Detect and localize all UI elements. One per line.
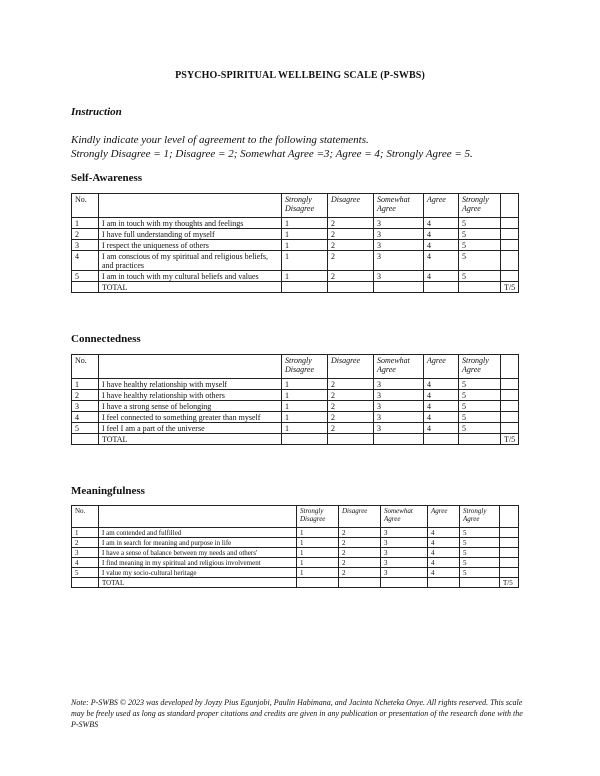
rating-option[interactable]: 1 <box>297 528 339 538</box>
rating-option[interactable]: 3 <box>374 379 424 390</box>
rating-option[interactable]: 4 <box>428 548 460 558</box>
table-row: 2 I am in search for meaning and purpose in life 1 2 3 4 5 <box>72 538 519 548</box>
rating-option[interactable]: 3 <box>374 240 424 251</box>
scale-legend: Strongly Disagree = 1; Disagree = 2; Somewhat Agree =3; Agree = 4; Strongly Agree = 5. <box>71 148 473 160</box>
table-row: 4 I feel connected to something greater than myself 1 2 3 4 5 <box>72 412 519 423</box>
rating-option[interactable]: 5 <box>459 423 501 434</box>
table-row: 5 I value my socio-cultural heritage 1 2 3 4 5 <box>72 568 519 578</box>
statement: I am in touch with my cultural beliefs and values <box>99 271 282 282</box>
header-no: No. <box>72 355 99 379</box>
statement: I feel connected to something greater than myself <box>99 412 282 423</box>
header-strongly-agree: Strongly Agree <box>460 506 500 528</box>
table-row: 1 I have healthy relationship with myself 1 2 3 4 5 <box>72 379 519 390</box>
table-row: 5 I am in touch with my cultural beliefs and values 1 2 3 4 5 <box>72 271 519 282</box>
rating-option[interactable]: 5 <box>459 240 501 251</box>
rating-option[interactable]: 3 <box>381 538 428 548</box>
rating-option[interactable]: 5 <box>459 251 501 271</box>
rating-option[interactable]: 4 <box>428 568 460 578</box>
rating-option[interactable]: 1 <box>297 548 339 558</box>
rating-option[interactable]: 1 <box>282 218 328 229</box>
table-row: 5 I feel I am a part of the universe 1 2 3 4 5 <box>72 423 519 434</box>
instruction-text: Kindly indicate your level of agreement to the following statements. <box>71 134 369 146</box>
rating-option[interactable]: 2 <box>328 251 374 271</box>
statement: I am in search for meaning and purpose in life <box>99 538 297 548</box>
rating-option[interactable]: 1 <box>297 558 339 568</box>
total-value: T/5 <box>501 434 519 445</box>
rating-option[interactable]: 1 <box>282 240 328 251</box>
table-header-row <box>72 355 519 379</box>
statement: I am in touch with my thoughts and feelings <box>99 218 282 229</box>
header-strongly-agree: Strongly Agree <box>459 194 501 218</box>
rating-option[interactable]: 4 <box>428 538 460 548</box>
header-somewhat-agree: Somewhat Agree <box>374 355 424 379</box>
statement: I find meaning in my spiritual and religious involvement <box>99 558 297 568</box>
rating-option[interactable]: 1 <box>282 390 328 401</box>
statement: I am contended and fulfilled <box>99 528 297 538</box>
rating-option[interactable]: 5 <box>460 548 500 558</box>
statement: I value my socio-cultural heritage <box>99 568 297 578</box>
total-label: TOTAL <box>99 434 282 445</box>
rating-option[interactable]: 5 <box>459 412 501 423</box>
table-row: 4 I am conscious of my spiritual and religious beliefs, and practices 1 2 3 4 5 <box>72 251 519 271</box>
copyright-note: Note: P-SWBS © 2023 was developed by Joyzy Pius Egunjobi, Paulin Habimana, and Jacinta Ncheteka Onye. All rights reserved. This scale may be freely used as long as standard proper citations and credits are given in any publication or presentation of the research done with the P-SWBS <box>71 698 523 729</box>
rating-option[interactable]: 5 <box>460 558 500 568</box>
rating-option[interactable]: 2 <box>339 528 381 538</box>
rating-option[interactable]: 5 <box>459 229 501 240</box>
header-strongly-agree: Strongly Agree <box>459 355 501 379</box>
table-row: 1 I am in touch with my thoughts and feelings 1 2 3 4 5 <box>72 218 519 229</box>
table-row: 2 I have healthy relationship with others 1 2 3 4 5 <box>72 390 519 401</box>
rating-option[interactable]: 3 <box>374 229 424 240</box>
instruction-heading: Instruction <box>71 106 122 118</box>
table-row: 2 I have full understanding of myself 1 2 3 4 5 <box>72 229 519 240</box>
table-row: 3 I have a sense of balance between my needs and others' 1 2 3 4 5 <box>72 548 519 558</box>
header-strongly-disagree: Strongly Disagree <box>282 355 328 379</box>
rating-option[interactable]: 3 <box>374 218 424 229</box>
table-row: 1 I am contended and fulfilled 1 2 3 4 5 <box>72 528 519 538</box>
header-no: No. <box>72 194 99 218</box>
rating-option[interactable]: 1 <box>282 379 328 390</box>
rating-option[interactable]: 2 <box>328 240 374 251</box>
rating-option[interactable]: 2 <box>339 548 381 558</box>
rating-option[interactable]: 5 <box>460 538 500 548</box>
statement: I have healthy relationship with myself <box>99 379 282 390</box>
rating-option[interactable]: 3 <box>381 558 428 568</box>
rating-option[interactable]: 3 <box>374 412 424 423</box>
rating-option[interactable]: 4 <box>424 251 459 271</box>
rating-option[interactable]: 4 <box>424 379 459 390</box>
rating-option[interactable]: 2 <box>328 271 374 282</box>
rating-option[interactable]: 5 <box>460 528 500 538</box>
statement: I am conscious of my spiritual and religious beliefs, and practices <box>99 251 282 271</box>
rating-option[interactable]: 3 <box>374 401 424 412</box>
rating-option[interactable]: 2 <box>339 538 381 548</box>
meaningfulness-table <box>71 505 519 588</box>
rating-option[interactable]: 3 <box>374 271 424 282</box>
table-row: 3 I have a strong sense of belonging 1 2 3 4 5 <box>72 401 519 412</box>
header-agree: Agree <box>428 506 460 528</box>
connectedness-table <box>71 354 519 445</box>
rating-option[interactable]: 5 <box>459 379 501 390</box>
rating-option[interactable]: 2 <box>339 568 381 578</box>
rating-option[interactable]: 3 <box>374 251 424 271</box>
rating-option[interactable]: 1 <box>297 538 339 548</box>
rating-option[interactable]: 2 <box>328 379 374 390</box>
rating-option[interactable]: 4 <box>424 229 459 240</box>
statement: I feel I am a part of the universe <box>99 423 282 434</box>
rating-option[interactable]: 1 <box>282 251 328 271</box>
rating-option[interactable]: 2 <box>328 218 374 229</box>
table-row: 3 I respect the uniqueness of others 1 2 3 4 5 <box>72 240 519 251</box>
rating-option[interactable]: 5 <box>459 271 501 282</box>
header-strongly-disagree: Strongly Disagree <box>282 194 328 218</box>
rating-option[interactable]: 1 <box>282 423 328 434</box>
rating-option[interactable]: 4 <box>424 401 459 412</box>
self-awareness-table <box>71 193 519 293</box>
rating-option[interactable]: 1 <box>297 568 339 578</box>
total-value: T/5 <box>500 578 519 588</box>
total-row <box>72 282 519 293</box>
total-value: T/5 <box>501 282 519 293</box>
rating-option[interactable]: 5 <box>460 568 500 578</box>
rating-option[interactable]: 2 <box>328 401 374 412</box>
rating-option[interactable]: 4 <box>424 390 459 401</box>
rating-option[interactable]: 3 <box>381 548 428 558</box>
rating-option[interactable]: 2 <box>328 229 374 240</box>
rating-option[interactable]: 2 <box>339 558 381 568</box>
header-disagree: Disagree <box>339 506 381 528</box>
header-disagree: Disagree <box>328 355 374 379</box>
header-agree: Agree <box>424 194 459 218</box>
section-heading-self-awareness: Self-Awareness <box>71 172 143 184</box>
header-no: No. <box>72 506 99 528</box>
statement: I have a sense of balance between my needs and others' <box>99 548 297 558</box>
rating-option[interactable]: 4 <box>428 528 460 538</box>
rating-option[interactable]: 4 <box>424 218 459 229</box>
total-label: TOTAL <box>99 282 282 293</box>
statement: I have a strong sense of belonging <box>99 401 282 412</box>
rating-option[interactable]: 4 <box>428 558 460 568</box>
rating-option[interactable]: 3 <box>374 423 424 434</box>
rating-option[interactable]: 3 <box>381 528 428 538</box>
total-row <box>72 578 519 588</box>
rating-option[interactable]: 4 <box>424 412 459 423</box>
table-header-row <box>72 506 519 528</box>
rating-option[interactable]: 3 <box>381 568 428 578</box>
header-strongly-disagree: Strongly Disagree <box>297 506 339 528</box>
table-row: 4 I find meaning in my spiritual and religious involvement 1 2 3 4 5 <box>72 558 519 568</box>
page-title: PSYCHO-SPIRITUAL WELLBEING SCALE (P-SWBS) <box>175 70 425 81</box>
total-row <box>72 434 519 445</box>
header-disagree: Disagree <box>328 194 374 218</box>
header-agree: Agree <box>424 355 459 379</box>
rating-option[interactable]: 2 <box>328 423 374 434</box>
table-header-row <box>72 194 519 218</box>
rating-option[interactable]: 4 <box>424 423 459 434</box>
rating-option[interactable]: 1 <box>282 412 328 423</box>
rating-option[interactable]: 5 <box>459 401 501 412</box>
statement: I have healthy relationship with others <box>99 390 282 401</box>
rating-option[interactable]: 1 <box>282 401 328 412</box>
rating-option[interactable]: 5 <box>459 390 501 401</box>
rating-option[interactable]: 1 <box>282 271 328 282</box>
statement: I have full understanding of myself <box>99 229 282 240</box>
rating-option[interactable]: 1 <box>282 229 328 240</box>
total-label: TOTAL <box>99 578 297 588</box>
rating-option[interactable]: 4 <box>424 271 459 282</box>
rating-option[interactable]: 4 <box>424 240 459 251</box>
rating-option[interactable]: 2 <box>328 390 374 401</box>
section-heading-meaningfulness: Meaningfulness <box>71 485 145 497</box>
rating-option[interactable]: 2 <box>328 412 374 423</box>
rating-option[interactable]: 5 <box>459 218 501 229</box>
section-heading-connectedness: Connectedness <box>71 333 141 345</box>
header-somewhat-agree: Somewhat Agree <box>374 194 424 218</box>
rating-option[interactable]: 3 <box>374 390 424 401</box>
statement: I respect the uniqueness of others <box>99 240 282 251</box>
header-somewhat-agree: Somewhat Agree <box>381 506 428 528</box>
